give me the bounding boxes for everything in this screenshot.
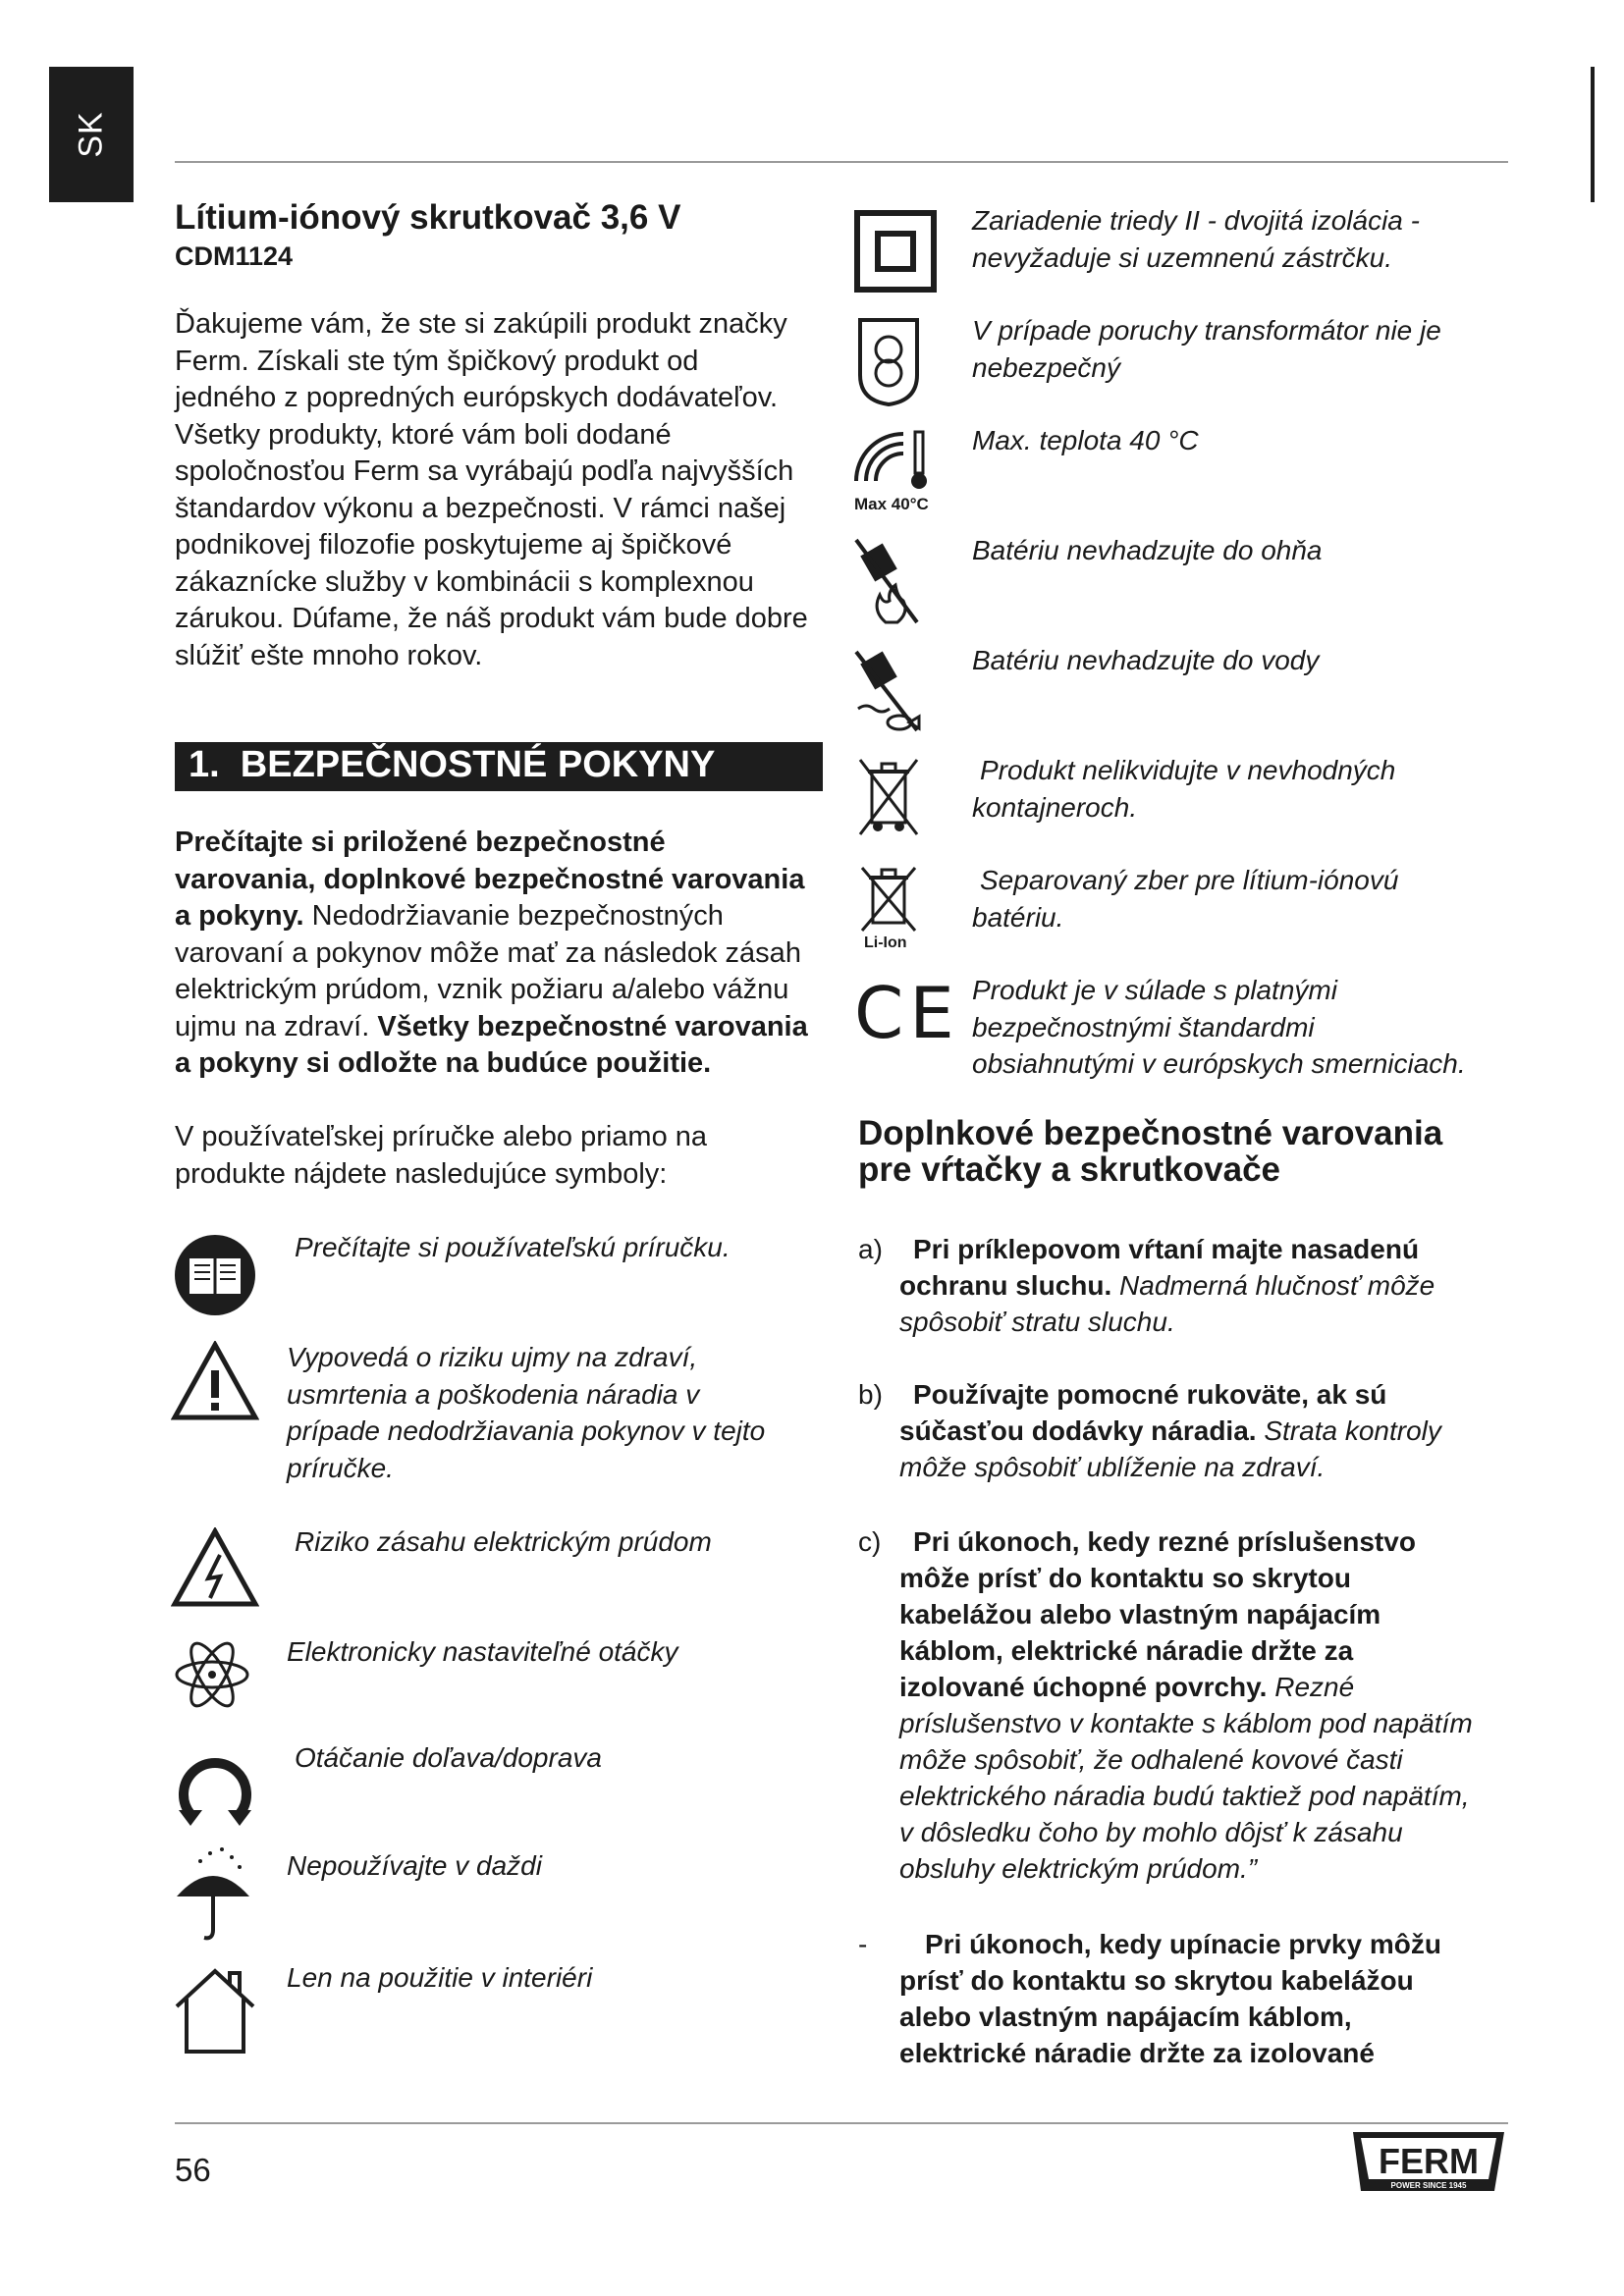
symbol-line: príručke. — [287, 1452, 394, 1483]
intro-line: jedného z popredných európskych dodávateľov. — [175, 382, 779, 413]
item-italic-line: elektrického náradia budú taktiež pod napätím, — [899, 1781, 1470, 1811]
symbols-intro — [175, 1119, 842, 1193]
no-fire-icon — [852, 536, 921, 626]
list-marker: - — [858, 1929, 868, 1959]
symbol-text — [972, 532, 1323, 569]
symbol-line: Prečítajte si používateľskú príručku. — [295, 1232, 731, 1262]
symbol-line: Batériu nevhadzujte do ohňa — [972, 535, 1323, 565]
symbol-line: Len na použitie v interiéri — [287, 1962, 593, 1993]
intro-line: Ferm. Získali ste tým špičkový produkt od — [175, 345, 699, 377]
intro-line: slúžiť ešte mnoho rokov. — [175, 639, 483, 671]
symbol-line: Produkt je v súlade s platnými — [972, 975, 1337, 1005]
item-bold-line: Pri úkonoch, kedy upínacie prvky môžu — [925, 1929, 1441, 1959]
header-rule — [175, 161, 1508, 163]
max-temperature-icon — [852, 428, 931, 493]
item-bold-line: môže prísť do kontaktu so skrytou — [899, 1563, 1351, 1593]
additional-warnings-heading — [858, 1115, 1442, 1188]
symbol-text — [295, 1229, 731, 1266]
item-bold-line: izolované úchopné povrchy. — [899, 1672, 1268, 1702]
transformer-icon — [856, 316, 921, 406]
heading-line: Doplnkové bezpečnostné varovania — [858, 1114, 1443, 1152]
intro-line: Všetky produkty, ktoré vám boli dodané — [175, 418, 672, 451]
item-italic-line: spôsobiť stratu sluchu. — [899, 1307, 1175, 1337]
item-bold-line: elektrické náradie držte za izolované — [899, 2038, 1375, 2068]
symbol-text — [287, 1959, 592, 1997]
symbol-line: usmrtenia a poškodenia náradia v — [287, 1378, 700, 1410]
brand-text: FERM — [1379, 2141, 1479, 2181]
intro-paragraph — [175, 306, 842, 674]
page-number: 56 — [175, 2152, 211, 2188]
warning-text: varovaní a pokynov môže mať za následok zásah — [175, 936, 801, 969]
footer-rule — [175, 2122, 1508, 2124]
symbol-line: Nepoužívajte v daždi — [287, 1850, 542, 1881]
symbol-line: Separovaný zber pre lítium-iónovú — [980, 865, 1399, 895]
item-bold-line: súčasťou dodávky náradia. — [899, 1415, 1257, 1446]
symbol-line: kontajneroch. — [972, 791, 1138, 823]
item-bold-line: Používajte pomocné rukoväte, ak sú — [913, 1379, 1387, 1410]
symbol-text — [972, 862, 1398, 935]
symbol-text — [972, 312, 1441, 386]
electric-shock-icon — [171, 1527, 259, 1608]
symbol-text — [972, 422, 1199, 459]
crossed-bin-icon — [858, 758, 919, 836]
item-bold-line: prísť do kontaktu so skrytou kabelážou — [899, 1965, 1414, 1996]
read-manual-icon — [173, 1233, 257, 1317]
symbol-line: Zariadenie triedy II - dvojitá izolácia - — [972, 205, 1420, 236]
intro-line: štandardov výkonu a bezpečnosti. V rámci našej — [175, 492, 786, 524]
heading-line: pre vŕtačky a skrutkovače — [858, 1150, 1280, 1189]
item-bold-line: káblom, elektrické náradie držte za — [899, 1635, 1354, 1666]
safety-warning-paragraph — [175, 825, 842, 1083]
symbol-text — [295, 1739, 602, 1777]
warning-bold: Všetky bezpečnostné varovania — [377, 1010, 808, 1042]
warning-text: Nedodržiavanie bezpečnostných — [303, 900, 724, 932]
symbol-text — [287, 1847, 542, 1885]
list-marker: b) — [858, 1379, 883, 1410]
list-marker: c) — [858, 1526, 882, 1557]
symbol-line: Batériu nevhadzujte do vody — [972, 645, 1320, 675]
class-ii-icon — [854, 210, 937, 293]
section-heading: 1. BEZPEČNOSTNÉ POKYNY — [175, 742, 823, 791]
symbol-text — [972, 972, 1466, 1083]
symbol-line: Max. teplota 40 °C — [972, 425, 1199, 455]
list-item — [858, 1523, 1545, 1887]
warning-bold: Prečítajte si priložené bezpečnostné — [175, 827, 666, 858]
list-item — [858, 1376, 1526, 1485]
symbol-line: Elektronicky nastaviteľné otáčky — [287, 1636, 678, 1667]
no-water-icon — [852, 648, 921, 736]
product-title: Lítium-iónový skrutkovač 3,6 V — [175, 198, 681, 237]
item-italic-line: môže spôsobiť, že odhalené kovové časti — [899, 1744, 1403, 1775]
symbol-text — [295, 1523, 712, 1561]
symbols-intro-line: V používateľskej príručke alebo priamo na — [175, 1121, 708, 1152]
symbol-line: Produkt nelikvidujte v nevhodných — [980, 755, 1396, 785]
warning-text: ujmu na zdraví. — [175, 1010, 378, 1042]
edge-marker — [1591, 67, 1595, 202]
item-bold-line: alebo vlastným napájacím káblom, — [899, 2002, 1352, 2032]
rotation-icon — [173, 1745, 257, 1830]
item-italic-line: v dôsledku čoho by mohlo dôjsť k zásahu — [899, 1817, 1403, 1847]
item-italic-line: obsluhy elektrickým prúdom.” — [899, 1853, 1258, 1884]
item-italic-line: Nadmerná hlučnosť môže — [1119, 1270, 1435, 1301]
product-model: CDM1124 — [175, 241, 294, 271]
intro-line: podnikovej filozofie poskytujeme aj špičkové — [175, 529, 732, 561]
intro-line: zárukou. Dúfame, že náš produkt vám bude dobre — [175, 603, 808, 634]
ce-mark-icon: CE — [854, 972, 960, 1054]
warning-text: elektrickým prúdom, vznik požiaru a/alebo vážnu — [175, 974, 789, 1005]
symbol-line: Vypovedá o riziku ujmy na zdraví, — [287, 1342, 698, 1372]
symbol-text — [972, 202, 1420, 276]
symbol-line: nebezpečný — [972, 351, 1121, 383]
item-bold-line: ochranu sluchu. — [899, 1270, 1112, 1301]
symbols-intro-line: produkte nájdete nasledujúce symboly: — [175, 1157, 668, 1190]
language-label: SK — [72, 111, 110, 158]
symbol-line: prípade nedodržiavania pokynov v tejto — [287, 1415, 766, 1446]
item-italic-line: môže spôsobiť ublíženie na zdraví. — [899, 1452, 1326, 1482]
warning-bold: a pokyny si odložte na budúce použitie. — [175, 1047, 712, 1079]
item-italic-line: Rezné — [1274, 1672, 1355, 1702]
list-marker: a) — [858, 1234, 883, 1264]
max-temperature-label: Max 40°C — [854, 495, 929, 513]
item-italic-line: Strata kontroly — [1264, 1415, 1441, 1446]
intro-line: spoločnosťou Ferm sa vyrábajú podľa najvyšších — [175, 455, 794, 487]
warning-bold: varovania, doplnkové bezpečnostné varovania — [175, 863, 805, 895]
symbol-line: obsiahnutými v európskych smerniciach. — [972, 1048, 1466, 1079]
list-item — [858, 1231, 1526, 1340]
symbol-text — [287, 1339, 765, 1486]
ferm-logo — [1347, 2128, 1508, 2207]
item-bold-line: kabelážou alebo vlastným napájacím — [899, 1599, 1381, 1629]
language-tab — [49, 67, 134, 202]
item-italic-line: príslušenstvo v kontakte s káblom pod napätím — [899, 1708, 1473, 1738]
warning-triangle-icon — [171, 1341, 259, 1421]
li-ion-bin-icon — [860, 866, 917, 933]
warning-bold: a pokyny. — [175, 900, 304, 932]
symbol-text — [972, 642, 1319, 679]
indoor-use-icon — [173, 1967, 257, 2056]
electronic-speed-icon — [173, 1635, 251, 1714]
item-bold-line: Pri príklepovom vŕtaní majte nasadenú — [913, 1234, 1420, 1264]
symbol-line: bezpečnostnými štandardmi — [972, 1011, 1315, 1042]
list-item — [858, 1926, 1526, 2071]
symbol-line: Riziko zásahu elektrickým prúdom — [295, 1526, 712, 1557]
symbol-text — [972, 752, 1395, 826]
symbol-line: Otáčanie doľava/doprava — [295, 1742, 602, 1773]
brand-tagline: POWER SINCE 1945 — [1390, 2181, 1467, 2190]
symbol-text — [287, 1633, 678, 1671]
intro-line: Ďakujeme vám, že ste si zakúpili produkt značky — [175, 308, 787, 340]
symbol-line: nevyžaduje si uzemnenú zástrčku. — [972, 241, 1392, 273]
no-rain-icon — [171, 1845, 255, 1944]
symbol-line: V prípade poruchy transformátor nie je — [972, 315, 1441, 346]
item-bold-line: Pri úkonoch, kedy rezné príslušenstvo — [913, 1526, 1416, 1557]
symbol-line: batériu. — [972, 901, 1064, 933]
intro-line: zákaznícke služby v kombinácii s komplexnou — [175, 565, 754, 598]
li-ion-label: Li-Ion — [864, 934, 907, 951]
